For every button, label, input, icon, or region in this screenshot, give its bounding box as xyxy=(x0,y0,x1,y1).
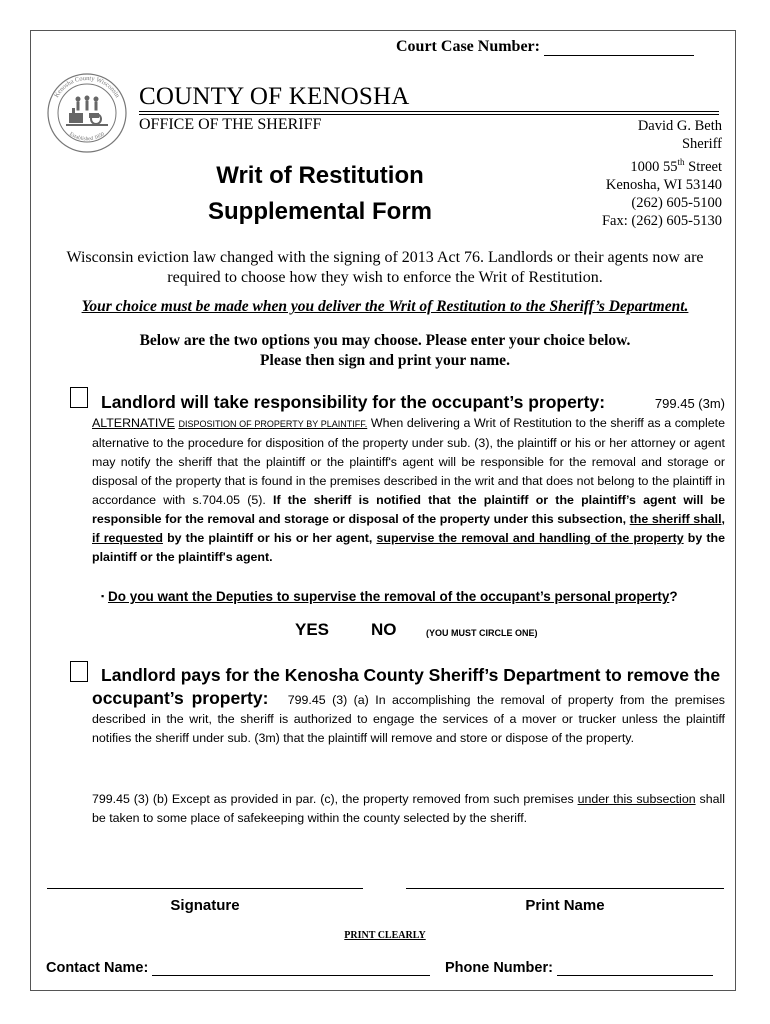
sheriff-title: Sheriff xyxy=(681,136,722,152)
court-case-number-label: Court Case Number: xyxy=(396,38,540,55)
option2-heading-line2: occupant’s property: xyxy=(92,688,269,708)
signature-line[interactable] xyxy=(47,888,363,889)
office-name: OFFICE OF THE SHERIFF xyxy=(139,116,322,133)
form-title-line2: Supplemental Form xyxy=(207,198,433,225)
sheriff-name: David G. Beth xyxy=(637,118,722,134)
print-name-line[interactable] xyxy=(406,888,724,889)
svg-text:Established 1850: Established 1850 xyxy=(68,131,106,143)
print-clearly-note: PRINT CLEARLY xyxy=(344,930,426,941)
sheriff-city: Kenosha, WI 53140 xyxy=(605,176,722,193)
option1-statute-ref: 799.45 (3m) xyxy=(654,396,725,411)
yes-option[interactable]: YES xyxy=(295,620,330,639)
no-option[interactable]: NO xyxy=(371,620,397,639)
option1-checkbox[interactable] xyxy=(70,387,88,408)
choice-notice: Your choice must be made when you deliver the Writ of Restitution to the Sheriff’s Department. xyxy=(81,298,689,315)
form-title-line1: Writ of Restitution xyxy=(216,162,424,189)
phone-number-label: Phone Number: xyxy=(445,960,553,976)
sheriff-street: 1000 55th Street xyxy=(630,157,722,175)
signature-label: Signature xyxy=(170,897,240,914)
header-rule-top xyxy=(139,111,719,112)
option1-body: ALTERNATIVE DISPOSITION OF PROPERTY BY PLAINTIFF. When delivering a Writ of Restitution to the sheriff as a complete alternative to the procedure for disposition of the property under sub. (3), the plaintiff or his or her attorney or agent may notify the sheriff that the plaintiff or the plaintiff's agent will be responsible for the removal and storage or disposal of the property that is found in the premises described in the writ and that does not belong to the plaintiff in accordance with s.704.05 (5). If the sheriff is notified that the plaintiff or the plaintiff’s agent will be responsible for the removal and storage or disposal of the property under this subsection, the sheriff shall, if requested by the plaintiff or his or her agent, supervise the removal and handling of the property by the plaintiff or the plaintiff's agent. xyxy=(92,416,725,564)
option1-heading: Landlord will take responsibility for the occupant’s property: 799.45 (3m) xyxy=(101,392,725,412)
option2-body-b: 799.45 (3) (b) Except as provided in par. (c), the property removed from such premises under this subsection shall be taken to some place of safekeeping within the county selected by the sheriff. xyxy=(92,792,725,825)
county-seal-logo xyxy=(46,72,128,154)
option2-checkbox[interactable] xyxy=(70,661,88,682)
contact-name-field[interactable] xyxy=(152,961,430,976)
phone-number-field[interactable] xyxy=(557,961,713,976)
instructions: Below are the two options you may choose. Please enter your choice below. Please then sign and print your name. xyxy=(139,332,631,369)
supervise-question: ▪ Do you want the Deputies to supervise the removal of the occupant’s personal property? xyxy=(101,589,678,604)
sheriff-contact-block xyxy=(602,117,722,230)
print-name-label: Print Name xyxy=(525,897,605,914)
intro-paragraph: Wisconsin eviction law changed with the signing of 2013 Act 76. Landlords or their agents now are required to choose how they wish to enforce the Writ of Restitution. xyxy=(66,249,704,286)
circle-one-note: (YOU MUST CIRCLE ONE) xyxy=(426,628,538,638)
header-rule-bottom xyxy=(139,114,719,115)
sheriff-phone: (262) 605-5100 xyxy=(631,194,722,211)
svg-text:Kenosha County Wisconsin: Kenosha County Wisconsin xyxy=(53,74,121,99)
option2-body-a: occupant’s property: 799.45 (3) (a) In accomplishing the removal of property from the premises described in the writ, the sheriff is authorized to engage the services of a mover or trucker unless the plaintiff notifies the sheriff under sub. (3m) that the plaintiff will remove and store or dispose of the property. xyxy=(92,688,725,745)
court-case-number-field[interactable] xyxy=(544,41,694,56)
contact-name-label: Contact Name: xyxy=(46,960,149,976)
phone-number-row xyxy=(445,960,713,976)
contact-name-row xyxy=(46,960,430,976)
option2-heading-line1: Landlord pays for the Kenosha County Sheriff’s Department to remove the xyxy=(101,665,721,685)
county-title: COUNTY OF KENOSHA xyxy=(139,83,410,110)
court-case-number xyxy=(396,38,694,56)
form-title xyxy=(140,158,500,230)
sheriff-fax: Fax: (262) 605-5130 xyxy=(601,212,722,229)
